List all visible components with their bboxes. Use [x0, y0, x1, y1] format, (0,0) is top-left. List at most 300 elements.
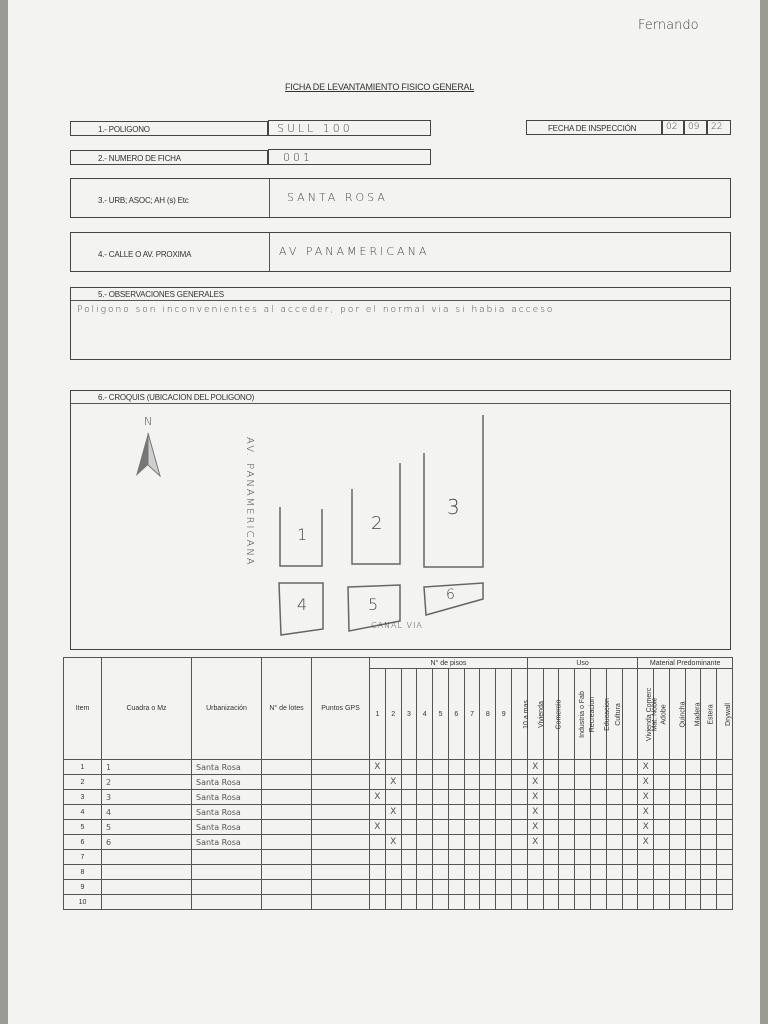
material-cell[interactable] — [638, 880, 654, 895]
pisos-cell[interactable] — [385, 865, 401, 880]
item-cell[interactable]: 2 — [64, 775, 102, 790]
pisos-cell[interactable] — [417, 790, 433, 805]
item-cell[interactable]: 5 — [64, 820, 102, 835]
pisos-cell[interactable] — [417, 850, 433, 865]
pisos-cell[interactable] — [464, 790, 480, 805]
gps-cell[interactable] — [312, 820, 370, 835]
pisos-cell[interactable] — [496, 880, 512, 895]
uso-cell[interactable] — [590, 790, 606, 805]
material-cell[interactable] — [717, 880, 733, 895]
material-cell[interactable] — [669, 805, 685, 820]
uso-cell[interactable] — [543, 850, 559, 865]
pisos-cell[interactable]: X — [385, 835, 401, 850]
pisos-cell[interactable] — [496, 775, 512, 790]
material-cell[interactable] — [701, 805, 717, 820]
gps-cell[interactable] — [312, 835, 370, 850]
pisos-cell[interactable] — [385, 850, 401, 865]
uso-cell[interactable] — [606, 895, 622, 910]
pisos-cell[interactable] — [448, 775, 464, 790]
uso-cell[interactable] — [606, 880, 622, 895]
pisos-cell[interactable] — [401, 895, 417, 910]
pisos-cell[interactable] — [448, 805, 464, 820]
pisos-cell[interactable] — [480, 805, 496, 820]
pisos-cell[interactable] — [480, 895, 496, 910]
pisos-cell[interactable] — [512, 835, 528, 850]
uso-cell[interactable]: X — [527, 835, 543, 850]
pisos-cell[interactable] — [464, 805, 480, 820]
cuadra-cell[interactable] — [102, 850, 192, 865]
pisos-cell[interactable] — [401, 790, 417, 805]
item-cell[interactable]: 1 — [64, 760, 102, 775]
cuadra-cell[interactable]: 3 — [102, 790, 192, 805]
fecha-month-field[interactable] — [684, 120, 707, 135]
material-cell[interactable] — [701, 865, 717, 880]
uso-cell[interactable] — [543, 775, 559, 790]
gps-cell[interactable] — [312, 775, 370, 790]
uso-cell[interactable] — [622, 775, 638, 790]
material-cell[interactable] — [717, 850, 733, 865]
pisos-cell[interactable] — [433, 775, 449, 790]
pisos-cell[interactable] — [496, 805, 512, 820]
uso-cell[interactable] — [606, 835, 622, 850]
pisos-cell[interactable] — [464, 850, 480, 865]
pisos-cell[interactable] — [448, 865, 464, 880]
pisos-cell[interactable] — [496, 820, 512, 835]
pisos-cell[interactable] — [433, 760, 449, 775]
pisos-cell[interactable] — [464, 835, 480, 850]
pisos-header-1: 1 — [370, 669, 386, 760]
pisos-cell[interactable] — [448, 760, 464, 775]
material-cell[interactable] — [717, 820, 733, 835]
material-cell[interactable] — [717, 865, 733, 880]
lotes-cell[interactable] — [262, 820, 312, 835]
uso-cell[interactable]: X — [527, 805, 543, 820]
gps-cell[interactable] — [312, 760, 370, 775]
pisos-cell[interactable] — [464, 865, 480, 880]
urbanizacion-cell[interactable]: Santa Rosa — [192, 760, 262, 775]
pisos-cell[interactable] — [401, 760, 417, 775]
uso-cell[interactable] — [543, 895, 559, 910]
uso-cell[interactable] — [559, 760, 575, 775]
uso-cell[interactable] — [606, 805, 622, 820]
pisos-cell[interactable] — [417, 835, 433, 850]
material-cell[interactable] — [701, 850, 717, 865]
pisos-cell[interactable] — [512, 865, 528, 880]
pisos-cell[interactable] — [496, 835, 512, 850]
uso-cell[interactable] — [590, 835, 606, 850]
material-cell[interactable] — [669, 895, 685, 910]
material-cell[interactable]: X — [638, 790, 654, 805]
pisos-cell[interactable] — [370, 895, 386, 910]
material-cell[interactable] — [685, 880, 701, 895]
cuadra-cell[interactable] — [102, 895, 192, 910]
item-cell[interactable]: 6 — [64, 835, 102, 850]
uso-cell[interactable] — [559, 880, 575, 895]
material-cell[interactable] — [669, 865, 685, 880]
pisos-cell[interactable] — [417, 760, 433, 775]
pisos-cell[interactable]: X — [370, 760, 386, 775]
material-cell[interactable] — [669, 880, 685, 895]
uso-cell[interactable] — [527, 895, 543, 910]
lotes-cell[interactable] — [262, 760, 312, 775]
uso-cell[interactable] — [606, 820, 622, 835]
pisos-cell[interactable]: X — [385, 805, 401, 820]
lotes-cell[interactable] — [262, 865, 312, 880]
urbanizacion-cell[interactable]: Santa Rosa — [192, 775, 262, 790]
pisos-cell[interactable] — [385, 895, 401, 910]
signature: Fernando — [638, 18, 699, 33]
material-cell[interactable] — [654, 865, 670, 880]
calle-value[interactable]: AV PANAMERICANA — [279, 245, 430, 258]
uso-cell[interactable] — [622, 790, 638, 805]
material-cell[interactable] — [717, 895, 733, 910]
urbanizacion-cell[interactable]: Santa Rosa — [192, 805, 262, 820]
cuadra-cell[interactable] — [102, 865, 192, 880]
pisos-cell[interactable] — [480, 820, 496, 835]
material-cell[interactable] — [685, 865, 701, 880]
material-cell[interactable] — [669, 835, 685, 850]
material-cell[interactable] — [717, 760, 733, 775]
pisos-cell[interactable] — [370, 865, 386, 880]
gps-cell[interactable] — [312, 880, 370, 895]
material-cell[interactable]: X — [638, 760, 654, 775]
uso-cell[interactable] — [575, 850, 591, 865]
item-cell[interactable]: 4 — [64, 805, 102, 820]
material-cell[interactable] — [669, 775, 685, 790]
cuadra-cell[interactable]: 5 — [102, 820, 192, 835]
pisos-cell[interactable] — [464, 820, 480, 835]
uso-cell[interactable] — [559, 835, 575, 850]
lotes-cell[interactable] — [262, 880, 312, 895]
pisos-header-4: 4 — [417, 669, 433, 760]
urbanizacion-cell[interactable] — [192, 895, 262, 910]
uso-cell[interactable] — [559, 865, 575, 880]
lotes-cell[interactable] — [262, 805, 312, 820]
poligono-field[interactable] — [268, 120, 431, 136]
numero-ficha-value: 001 — [283, 151, 313, 164]
uso-cell[interactable] — [543, 805, 559, 820]
material-header-4 — [685, 669, 701, 760]
pisos-cell[interactable] — [464, 760, 480, 775]
pisos-cell[interactable] — [480, 775, 496, 790]
item-cell[interactable]: 10 — [64, 895, 102, 910]
fecha-year-field[interactable] — [707, 120, 731, 135]
calle-box — [70, 232, 731, 272]
pisos-cell[interactable] — [401, 850, 417, 865]
pisos-cell[interactable] — [433, 820, 449, 835]
material-cell[interactable] — [669, 850, 685, 865]
uso-cell[interactable] — [559, 775, 575, 790]
item-cell[interactable]: 7 — [64, 850, 102, 865]
uso-cell[interactable] — [543, 790, 559, 805]
material-cell[interactable] — [685, 790, 701, 805]
pisos-cell[interactable] — [433, 850, 449, 865]
pisos-cell[interactable] — [496, 895, 512, 910]
material-cell[interactable] — [685, 760, 701, 775]
pisos-cell[interactable] — [512, 760, 528, 775]
uso-cell[interactable] — [606, 850, 622, 865]
pisos-cell[interactable] — [448, 790, 464, 805]
material-cell[interactable] — [685, 775, 701, 790]
uso-cell[interactable] — [527, 850, 543, 865]
uso-cell[interactable] — [575, 865, 591, 880]
pisos-cell[interactable] — [370, 805, 386, 820]
material-cell[interactable]: X — [638, 820, 654, 835]
uso-cell[interactable] — [590, 895, 606, 910]
fecha-day-field[interactable] — [662, 120, 684, 135]
pisos-cell[interactable] — [448, 895, 464, 910]
pisos-cell[interactable] — [433, 895, 449, 910]
pisos-cell[interactable] — [401, 820, 417, 835]
pisos-cell[interactable] — [480, 835, 496, 850]
material-cell[interactable] — [701, 820, 717, 835]
pisos-cell[interactable] — [512, 895, 528, 910]
uso-cell[interactable]: X — [527, 760, 543, 775]
material-cell[interactable] — [717, 805, 733, 820]
lotes-cell[interactable] — [262, 835, 312, 850]
material-cell[interactable] — [701, 760, 717, 775]
material-cell[interactable] — [685, 805, 701, 820]
pisos-cell[interactable] — [480, 865, 496, 880]
material-cell[interactable] — [717, 835, 733, 850]
urbanizacion-cell[interactable]: Santa Rosa — [192, 820, 262, 835]
material-cell[interactable] — [669, 820, 685, 835]
uso-cell[interactable] — [575, 775, 591, 790]
uso-cell[interactable] — [575, 895, 591, 910]
uso-cell[interactable] — [590, 805, 606, 820]
pisos-cell[interactable] — [480, 790, 496, 805]
cuadra-cell[interactable]: 2 — [102, 775, 192, 790]
pisos-cell[interactable] — [433, 790, 449, 805]
pisos-cell[interactable] — [401, 835, 417, 850]
pisos-cell[interactable]: X — [370, 790, 386, 805]
uso-cell[interactable] — [622, 760, 638, 775]
material-cell[interactable] — [654, 820, 670, 835]
pisos-cell[interactable] — [496, 760, 512, 775]
uso-cell[interactable] — [543, 865, 559, 880]
uso-cell[interactable] — [590, 760, 606, 775]
uso-cell[interactable] — [527, 880, 543, 895]
pisos-header-2: 2 — [385, 669, 401, 760]
item-cell[interactable]: 8 — [64, 865, 102, 880]
pisos-cell[interactable] — [496, 865, 512, 880]
uso-cell[interactable] — [590, 880, 606, 895]
pisos-cell[interactable] — [480, 880, 496, 895]
pisos-cell[interactable] — [512, 805, 528, 820]
uso-cell[interactable] — [606, 790, 622, 805]
material-cell[interactable] — [701, 835, 717, 850]
uso-cell[interactable] — [622, 820, 638, 835]
pisos-cell[interactable] — [370, 775, 386, 790]
lotes-cell[interactable] — [262, 790, 312, 805]
uso-cell[interactable] — [590, 850, 606, 865]
uso-cell[interactable]: X — [527, 790, 543, 805]
observaciones-value[interactable]: Poligono son inconvenientes al acceder, por el normal via si habia acceso — [77, 305, 555, 315]
material-cell[interactable] — [638, 850, 654, 865]
urbanizacion-cell[interactable] — [192, 865, 262, 880]
pisos-cell[interactable] — [385, 880, 401, 895]
material-cell[interactable] — [685, 835, 701, 850]
material-cell[interactable]: X — [638, 805, 654, 820]
pisos-cell[interactable] — [448, 835, 464, 850]
uso-cell[interactable] — [575, 835, 591, 850]
form-sheet — [8, 0, 760, 1024]
pisos-cell[interactable] — [480, 760, 496, 775]
pisos-cell[interactable] — [512, 775, 528, 790]
pisos-cell[interactable]: X — [370, 820, 386, 835]
lotes-cell[interactable] — [262, 895, 312, 910]
pisos-cell[interactable] — [512, 820, 528, 835]
pisos-cell[interactable] — [512, 880, 528, 895]
lotes-cell[interactable] — [262, 775, 312, 790]
uso-cell[interactable] — [559, 805, 575, 820]
uso-cell[interactable] — [622, 835, 638, 850]
uso-cell[interactable] — [590, 775, 606, 790]
urbanizacion-cell[interactable] — [192, 880, 262, 895]
uso-cell[interactable] — [575, 820, 591, 835]
material-cell[interactable] — [701, 895, 717, 910]
pisos-cell[interactable] — [417, 805, 433, 820]
uso-cell[interactable] — [590, 820, 606, 835]
uso-cell[interactable] — [622, 850, 638, 865]
pisos-cell[interactable] — [433, 865, 449, 880]
uso-cell[interactable] — [543, 880, 559, 895]
uso-cell[interactable] — [559, 895, 575, 910]
pisos-cell[interactable] — [433, 880, 449, 895]
uso-cell[interactable] — [606, 760, 622, 775]
uso-cell[interactable] — [575, 760, 591, 775]
pisos-cell[interactable] — [401, 805, 417, 820]
uso-cell[interactable] — [622, 865, 638, 880]
uso-cell[interactable] — [622, 805, 638, 820]
pisos-cell[interactable] — [464, 880, 480, 895]
pisos-cell[interactable] — [417, 775, 433, 790]
material-cell[interactable] — [654, 790, 670, 805]
uso-cell[interactable]: X — [527, 820, 543, 835]
pisos-cell[interactable] — [512, 790, 528, 805]
fecha-label: FECHA DE INSPECCIÓN — [548, 124, 637, 133]
pisos-cell[interactable] — [401, 865, 417, 880]
uso-cell[interactable] — [606, 865, 622, 880]
material-cell[interactable]: X — [638, 835, 654, 850]
cuadra-cell[interactable] — [102, 880, 192, 895]
pisos-cell[interactable] — [417, 820, 433, 835]
material-cell[interactable] — [654, 850, 670, 865]
uso-cell[interactable] — [590, 865, 606, 880]
urbanizacion-cell[interactable] — [192, 850, 262, 865]
gps-cell[interactable] — [312, 790, 370, 805]
material-cell[interactable] — [701, 775, 717, 790]
gps-cell[interactable] — [312, 865, 370, 880]
uso-cell[interactable] — [559, 790, 575, 805]
uso-cell[interactable] — [622, 895, 638, 910]
urb-value[interactable]: SANTA ROSA — [287, 191, 388, 204]
uso-cell[interactable] — [543, 760, 559, 775]
material-cell[interactable] — [638, 895, 654, 910]
material-cell[interactable] — [654, 805, 670, 820]
poligono-label-box — [70, 121, 268, 136]
item-cell[interactable]: 3 — [64, 790, 102, 805]
uso-cell[interactable] — [622, 880, 638, 895]
lotes-cell[interactable] — [262, 850, 312, 865]
urbanizacion-cell[interactable]: Santa Rosa — [192, 835, 262, 850]
uso-cell[interactable] — [543, 835, 559, 850]
pisos-cell[interactable] — [496, 850, 512, 865]
pisos-cell[interactable] — [385, 790, 401, 805]
material-cell[interactable] — [654, 895, 670, 910]
numero-ficha-field[interactable] — [268, 149, 431, 165]
pisos-cell[interactable] — [448, 850, 464, 865]
cuadra-cell[interactable]: 6 — [102, 835, 192, 850]
cuadra-cell[interactable]: 1 — [102, 760, 192, 775]
material-cell[interactable] — [669, 790, 685, 805]
material-cell[interactable] — [638, 865, 654, 880]
material-cell[interactable] — [701, 880, 717, 895]
pisos-cell[interactable] — [433, 835, 449, 850]
uso-cell[interactable] — [575, 805, 591, 820]
pisos-cell[interactable] — [433, 805, 449, 820]
uso-cell[interactable] — [543, 820, 559, 835]
material-cell[interactable] — [685, 850, 701, 865]
material-cell[interactable] — [654, 775, 670, 790]
material-cell[interactable] — [654, 835, 670, 850]
material-cell[interactable] — [685, 820, 701, 835]
uso-cell[interactable] — [575, 790, 591, 805]
uso-cell[interactable] — [575, 880, 591, 895]
croquis-label: 6.- CROQUIS (UBICACION DEL POLIGONO) — [98, 393, 255, 402]
uso-cell[interactable] — [559, 850, 575, 865]
material-cell[interactable] — [654, 880, 670, 895]
gps-cell[interactable] — [312, 805, 370, 820]
uso-header-label: Comercio — [555, 699, 563, 729]
material-cell[interactable] — [685, 895, 701, 910]
item-cell[interactable]: 9 — [64, 880, 102, 895]
uso-cell[interactable] — [559, 820, 575, 835]
pisos-cell[interactable] — [464, 775, 480, 790]
material-cell[interactable] — [717, 775, 733, 790]
material-cell[interactable]: X — [638, 775, 654, 790]
pisos-cell[interactable] — [512, 850, 528, 865]
pisos-cell[interactable] — [401, 775, 417, 790]
material-cell[interactable] — [654, 760, 670, 775]
pisos-cell[interactable] — [448, 880, 464, 895]
pisos-cell[interactable] — [496, 790, 512, 805]
material-cell[interactable] — [701, 790, 717, 805]
pisos-cell[interactable] — [385, 820, 401, 835]
cuadra-cell[interactable]: 4 — [102, 805, 192, 820]
pisos-cell[interactable] — [448, 820, 464, 835]
uso-cell[interactable] — [606, 775, 622, 790]
urbanizacion-cell[interactable]: Santa Rosa — [192, 790, 262, 805]
pisos-cell[interactable] — [370, 835, 386, 850]
pisos-cell[interactable] — [401, 880, 417, 895]
pisos-cell[interactable] — [370, 880, 386, 895]
pisos-cell[interactable] — [385, 760, 401, 775]
pisos-cell[interactable] — [417, 880, 433, 895]
gps-cell[interactable] — [312, 895, 370, 910]
gps-cell[interactable] — [312, 850, 370, 865]
pisos-cell[interactable] — [464, 895, 480, 910]
uso-cell[interactable] — [527, 865, 543, 880]
pisos-cell[interactable] — [370, 850, 386, 865]
pisos-cell[interactable] — [417, 865, 433, 880]
pisos-cell[interactable] — [417, 895, 433, 910]
uso-cell[interactable]: X — [527, 775, 543, 790]
material-cell[interactable] — [669, 760, 685, 775]
pisos-cell[interactable]: X — [385, 775, 401, 790]
pisos-cell[interactable] — [480, 850, 496, 865]
material-cell[interactable] — [717, 790, 733, 805]
